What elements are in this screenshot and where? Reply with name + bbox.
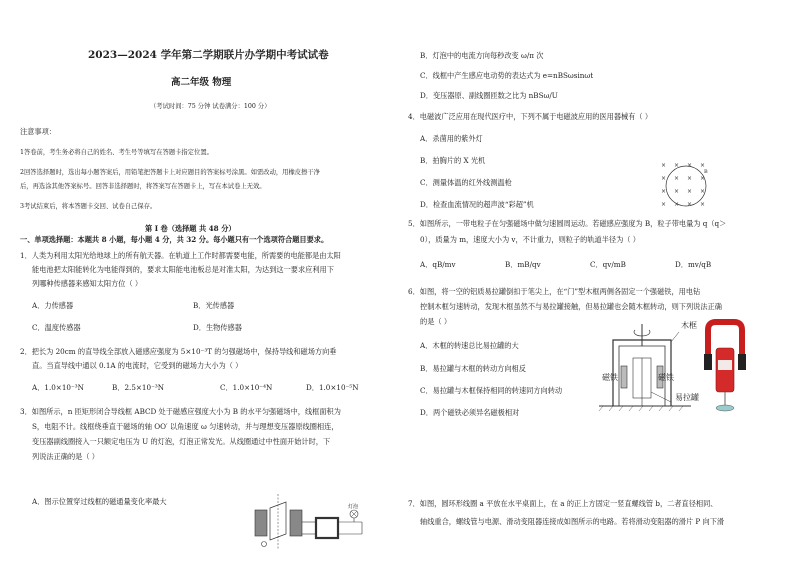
frame-label: 木框 — [681, 321, 697, 330]
q4-option: C．测量体温的红外线测温枪 — [420, 178, 512, 187]
svg-text:×: × — [661, 175, 667, 182]
q6-line: 的是（ ） — [420, 317, 452, 326]
q6-option: C．易拉罐与木框保持相同的转速同方向转动 — [420, 386, 563, 395]
q3-option: D．变压器原、副线圈匝数之比为 nBSω/U — [420, 91, 558, 100]
note-item: 后，再选涂其他答案标号。回答非选择题时，将答案写在答题卡上，写在本试卷上无效。 — [20, 183, 266, 190]
q1-option: C．温度传感器 — [32, 323, 81, 332]
q6-line: 6．如图，将一空的铝质易拉罐倒扣于笔尖上，在“门”型木框两侧各固定一个强磁铁，用电钻 — [408, 287, 701, 296]
q1-option: B．光传感器 — [193, 301, 235, 310]
note-item: 1答卷前，考生务必将自己的姓名、考生号等填写在答题卡指定位置。 — [20, 149, 213, 156]
magnet-pole-s — [290, 510, 302, 536]
note-item: 2回答选择题时，选出每小题答案后，用铅笔把答题卡上对应题目的答案标号涂黑。如需改动，用橡皮擦干净 — [20, 169, 320, 176]
q5-option: D．mv/qB — [675, 260, 712, 269]
section-title: 第 I 卷（选择题 共 48 分） — [145, 224, 236, 233]
q2-option: A．1.0×10⁻³N — [32, 383, 84, 392]
svg-text:×: × — [661, 162, 667, 169]
q5-option: C．qv/mB — [590, 260, 626, 269]
svg-text:×: × — [700, 175, 706, 182]
right-column — [400, 0, 794, 562]
svg-text:×: × — [674, 188, 680, 195]
q7-line: 轴线重合，螺线管与电源、滑动变阻器连接成如图所示的电路。若将滑动变阻器的滑片 P 向下滑 — [420, 517, 725, 526]
q2-option: C．1.0×10⁻⁴N — [220, 383, 273, 392]
q6-option: B．易拉罐与木框的转动方向相反 — [420, 364, 526, 373]
q5-option: A．qB/mv — [420, 260, 456, 269]
magnet-block-left — [704, 354, 712, 370]
svg-text:×: × — [687, 175, 693, 182]
q6-option: A．木框的转速总比易拉罐的大 — [420, 341, 519, 350]
q1-option: D．生物传感器 — [193, 323, 242, 332]
svg-text:×: × — [674, 201, 680, 208]
q3-option: A．图示位置穿过线框的磁通量变化率最大 — [32, 497, 167, 506]
exam-subtitle: 高二年级 物理 — [171, 77, 232, 88]
lamp-label: 灯泡 — [348, 504, 359, 510]
q4-option: B．拍胸片的 X 光机 — [420, 156, 486, 165]
note-item: 3考试结束后，将本答题卡交回、试卷自己保存。 — [20, 203, 157, 210]
q3-option: C．线框中产生感应电动势的表达式为 e=nBSωsinωt — [420, 71, 594, 80]
svg-text:×: × — [700, 188, 706, 195]
svg-text:×: × — [687, 188, 693, 195]
q5-option: B．mB/qv — [505, 260, 541, 269]
svg-text:×: × — [674, 175, 680, 182]
q4-option: D．检查血流情况的超声波“彩超”机 — [420, 200, 534, 209]
magnet-pole-n — [255, 510, 267, 536]
q7-line: 7．如图，圆环形线圈 a 平放在水平桌面上，在 a 的正上方固定一竖直螺线管 b，二者直径相同、 — [408, 499, 718, 508]
transformer-core — [316, 518, 338, 538]
magnet-label-right: 磁铁 — [658, 373, 674, 382]
magnet-block-right — [738, 354, 746, 370]
q5-figure — [658, 156, 718, 216]
magnet-left — [621, 366, 627, 388]
svg-text:×: × — [700, 201, 706, 208]
can-label: 易拉罐 — [675, 393, 699, 402]
magnet-label-left: 磁铁 — [602, 373, 618, 382]
q6-option: D．两个磁铁必须异名磁极相对 — [420, 408, 520, 417]
q6-photo — [700, 318, 750, 418]
exam-meta: （考试时间：75 分钟 试卷满分：100 分） — [150, 103, 271, 110]
svg-text:×: × — [687, 201, 693, 208]
svg-text:×: × — [661, 188, 667, 195]
svg-text:×: × — [700, 162, 706, 169]
q3-line: 列说法正确的是（ ） — [32, 452, 99, 461]
q5-line: 0），质量为 m，速度大小为 v，不计重力，则粒子的轨道半径为（ ） — [420, 235, 640, 244]
q4-line: 4．电磁波广泛应用在现代医疗中，下列不属于电磁波应用的医用器械有（ ） — [408, 112, 653, 121]
q2-option: B．2.5×10⁻³N — [112, 383, 165, 392]
q1-option: A．力传感器 — [32, 301, 74, 310]
svg-text:×: × — [674, 162, 680, 169]
slip-ring — [262, 542, 267, 547]
q3-option: B．灯泡中的电流方向每秒改变 ω/π 次 — [420, 51, 544, 60]
svg-text:×: × — [661, 201, 667, 208]
exam-title: 2023—2024 学年第二学期联片办学期中考试试卷 — [88, 49, 329, 61]
q1-line: 能电池把太阳能转化为电能得到的，要求太阳能电池板总是对准太阳，为达到这一要求应利用下 — [32, 265, 334, 274]
q4-option: A．杀菌用的紫外灯 — [420, 134, 483, 143]
q2-option: D．1.0×10⁻⁵N — [306, 383, 359, 392]
q1-line: 列哪种传感器来感知太阳方位（ ） — [32, 279, 143, 288]
field-label: B — [704, 169, 708, 175]
q2-line: 2．把长为 20cm 的直导线全部放入磁感应强度为 5×10⁻³T 的匀强磁场中，保持导线和磁场方向垂 — [20, 347, 337, 356]
section-subtitle: 一、单项选择题：本题共 8 小题，每小题 4 分，共 32 分。每小题只有一个选项符合题目要求。 — [20, 235, 329, 244]
q3-line: 变压器副线圈接入一只额定电压为 U 的灯泡，灯泡正常发光。从线圈通过中性面开始计时，下 — [32, 437, 331, 446]
q5-line: 5．如图所示，一带电粒子在匀强磁场中做匀速圆周运动。若磁感应强度为 B，粒子带电量为 q（q＞ — [408, 219, 727, 228]
q3-line: S，电阻不计。线框绕垂直于磁场的轴 OO′ 以角速度 ω 匀速转动，并与理想变压器原线圈相连， — [32, 422, 339, 431]
q1-line: 1．人类为利用太阳光给地球上的所有航天器。在轨道上工作时都需要电能，所需要的电能都是由太阳 — [20, 251, 341, 260]
notes-heading: 注意事项： — [20, 127, 56, 136]
q3-line: 3．如图所示，n 匝矩形闭合导线框 ABCD 处于磁感应强度大小为 B 的水平匀强磁场中，线框面积为 — [20, 407, 341, 416]
particle-orbit — [666, 166, 706, 206]
q6-line: 控制木框匀速转动，发现木框虽然不与易拉罐接触，但易拉罐也会随木框转动，则下列说法正确 — [420, 302, 722, 311]
svg-text:×: × — [687, 162, 693, 169]
stand-base — [716, 405, 734, 411]
q3-figure — [250, 488, 380, 554]
q2-line: 直。当直导线中通以 0.1A 的电流时，它受到的磁场力大小为（ ） — [32, 361, 243, 370]
